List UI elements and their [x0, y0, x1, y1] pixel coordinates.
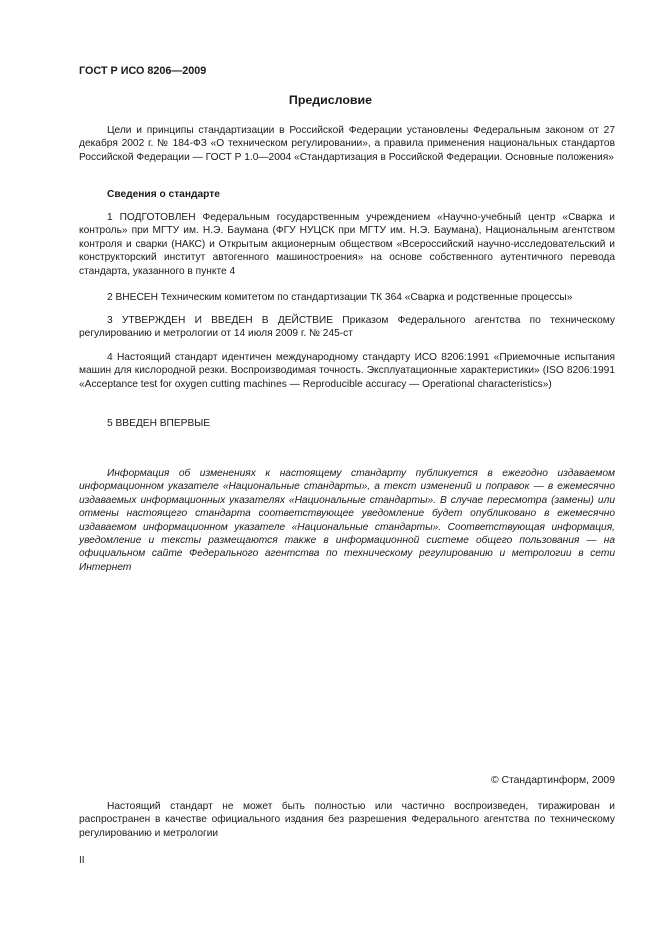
- document-id: ГОСТ Р ИСО 8206—2009: [79, 65, 207, 77]
- page-number: II: [79, 855, 85, 866]
- page-title: Предисловие: [288, 93, 373, 107]
- item-3: 3 УТВЕРЖДЕН И ВВЕДЕН В ДЕЙСТВИЕ Приказом Федерального агентства по техническому регулированию и метрологии от 14 июля 2009 г. № 245-ст: [79, 315, 615, 340]
- item-1: 1 ПОДГОТОВЛЕН Федеральным государственным учреждением «Научно-учебный центр «Сварка и контроль» при МГТУ им. Н.Э. Баумана (ФГУ НУЦСК при МГТУ им. Н.Э. Баумана), Национальным агентством контроля и сварки (НАКС) и Открытым акционерным обществом «Всероссийский научно-исследовательский и конструкторский институт автогенного машиностроения» на основе собственного аутентичного перевода стандарта, указанного в пункте 4: [79, 212, 615, 277]
- item-2: 2 ВНЕСЕН Техническим комитетом по стандартизации ТК 364 «Сварка и родственные процессы»: [107, 292, 573, 303]
- item-5: 5 ВВЕДЕН ВПЕРВЫЕ: [107, 418, 211, 429]
- intro-paragraph: Цели и принципы стандартизации в Российской Федерации установлены Федеральным законом от 27 декабря 2002 г. № 184-ФЗ «О техническом регулировании», а правила применения национальных стандартов Российской Федерации — ГОСТ Р 1.0—2004 «Стандартизация в Российской Федерации. Основные положения»: [79, 125, 615, 163]
- copyright-line: © Стандартинформ, 2009: [490, 775, 615, 786]
- info-heading: Сведения о стандарте: [107, 189, 220, 200]
- rights-paragraph: Настоящий стандарт не может быть полностью или частично воспроизведен, тиражирован и распространен в качестве официального издания без разрешения Федерального агентства по техническому регулированию и метрологии: [79, 801, 615, 839]
- notice-paragraph: Информация об изменениях к настоящему стандарту публикуется в ежегодно издаваемом информационном указателе «Национальные стандарты», а текст изменений и поправок — в ежемесячно издаваемых информационных указателях «Национальные стандарты». В случае пересмотра (замены) или отмены настоящего стандарта соответствующее уведомление будет опубликовано в ежемесячно издаваемом информационном указателе «Национальные стандарты». Соответствующая информация, уведомление и тексты размещаются также в информационной системе общего пользования — на официальном сайте Федерального агентства по техническому регулированию и метрологии в сети Интернет: [79, 468, 615, 573]
- item-4: 4 Настоящий стандарт идентичен международному стандарту ИСО 8206:1991 «Приемочные испытания машин для кислородной резки. Воспроизводимая точность. Эксплуатационные характеристики» (ISO 8206:1991 «Acceptance test for oxygen cutting machines — Reproducible accuracy — Operational characteristics»): [79, 352, 615, 390]
